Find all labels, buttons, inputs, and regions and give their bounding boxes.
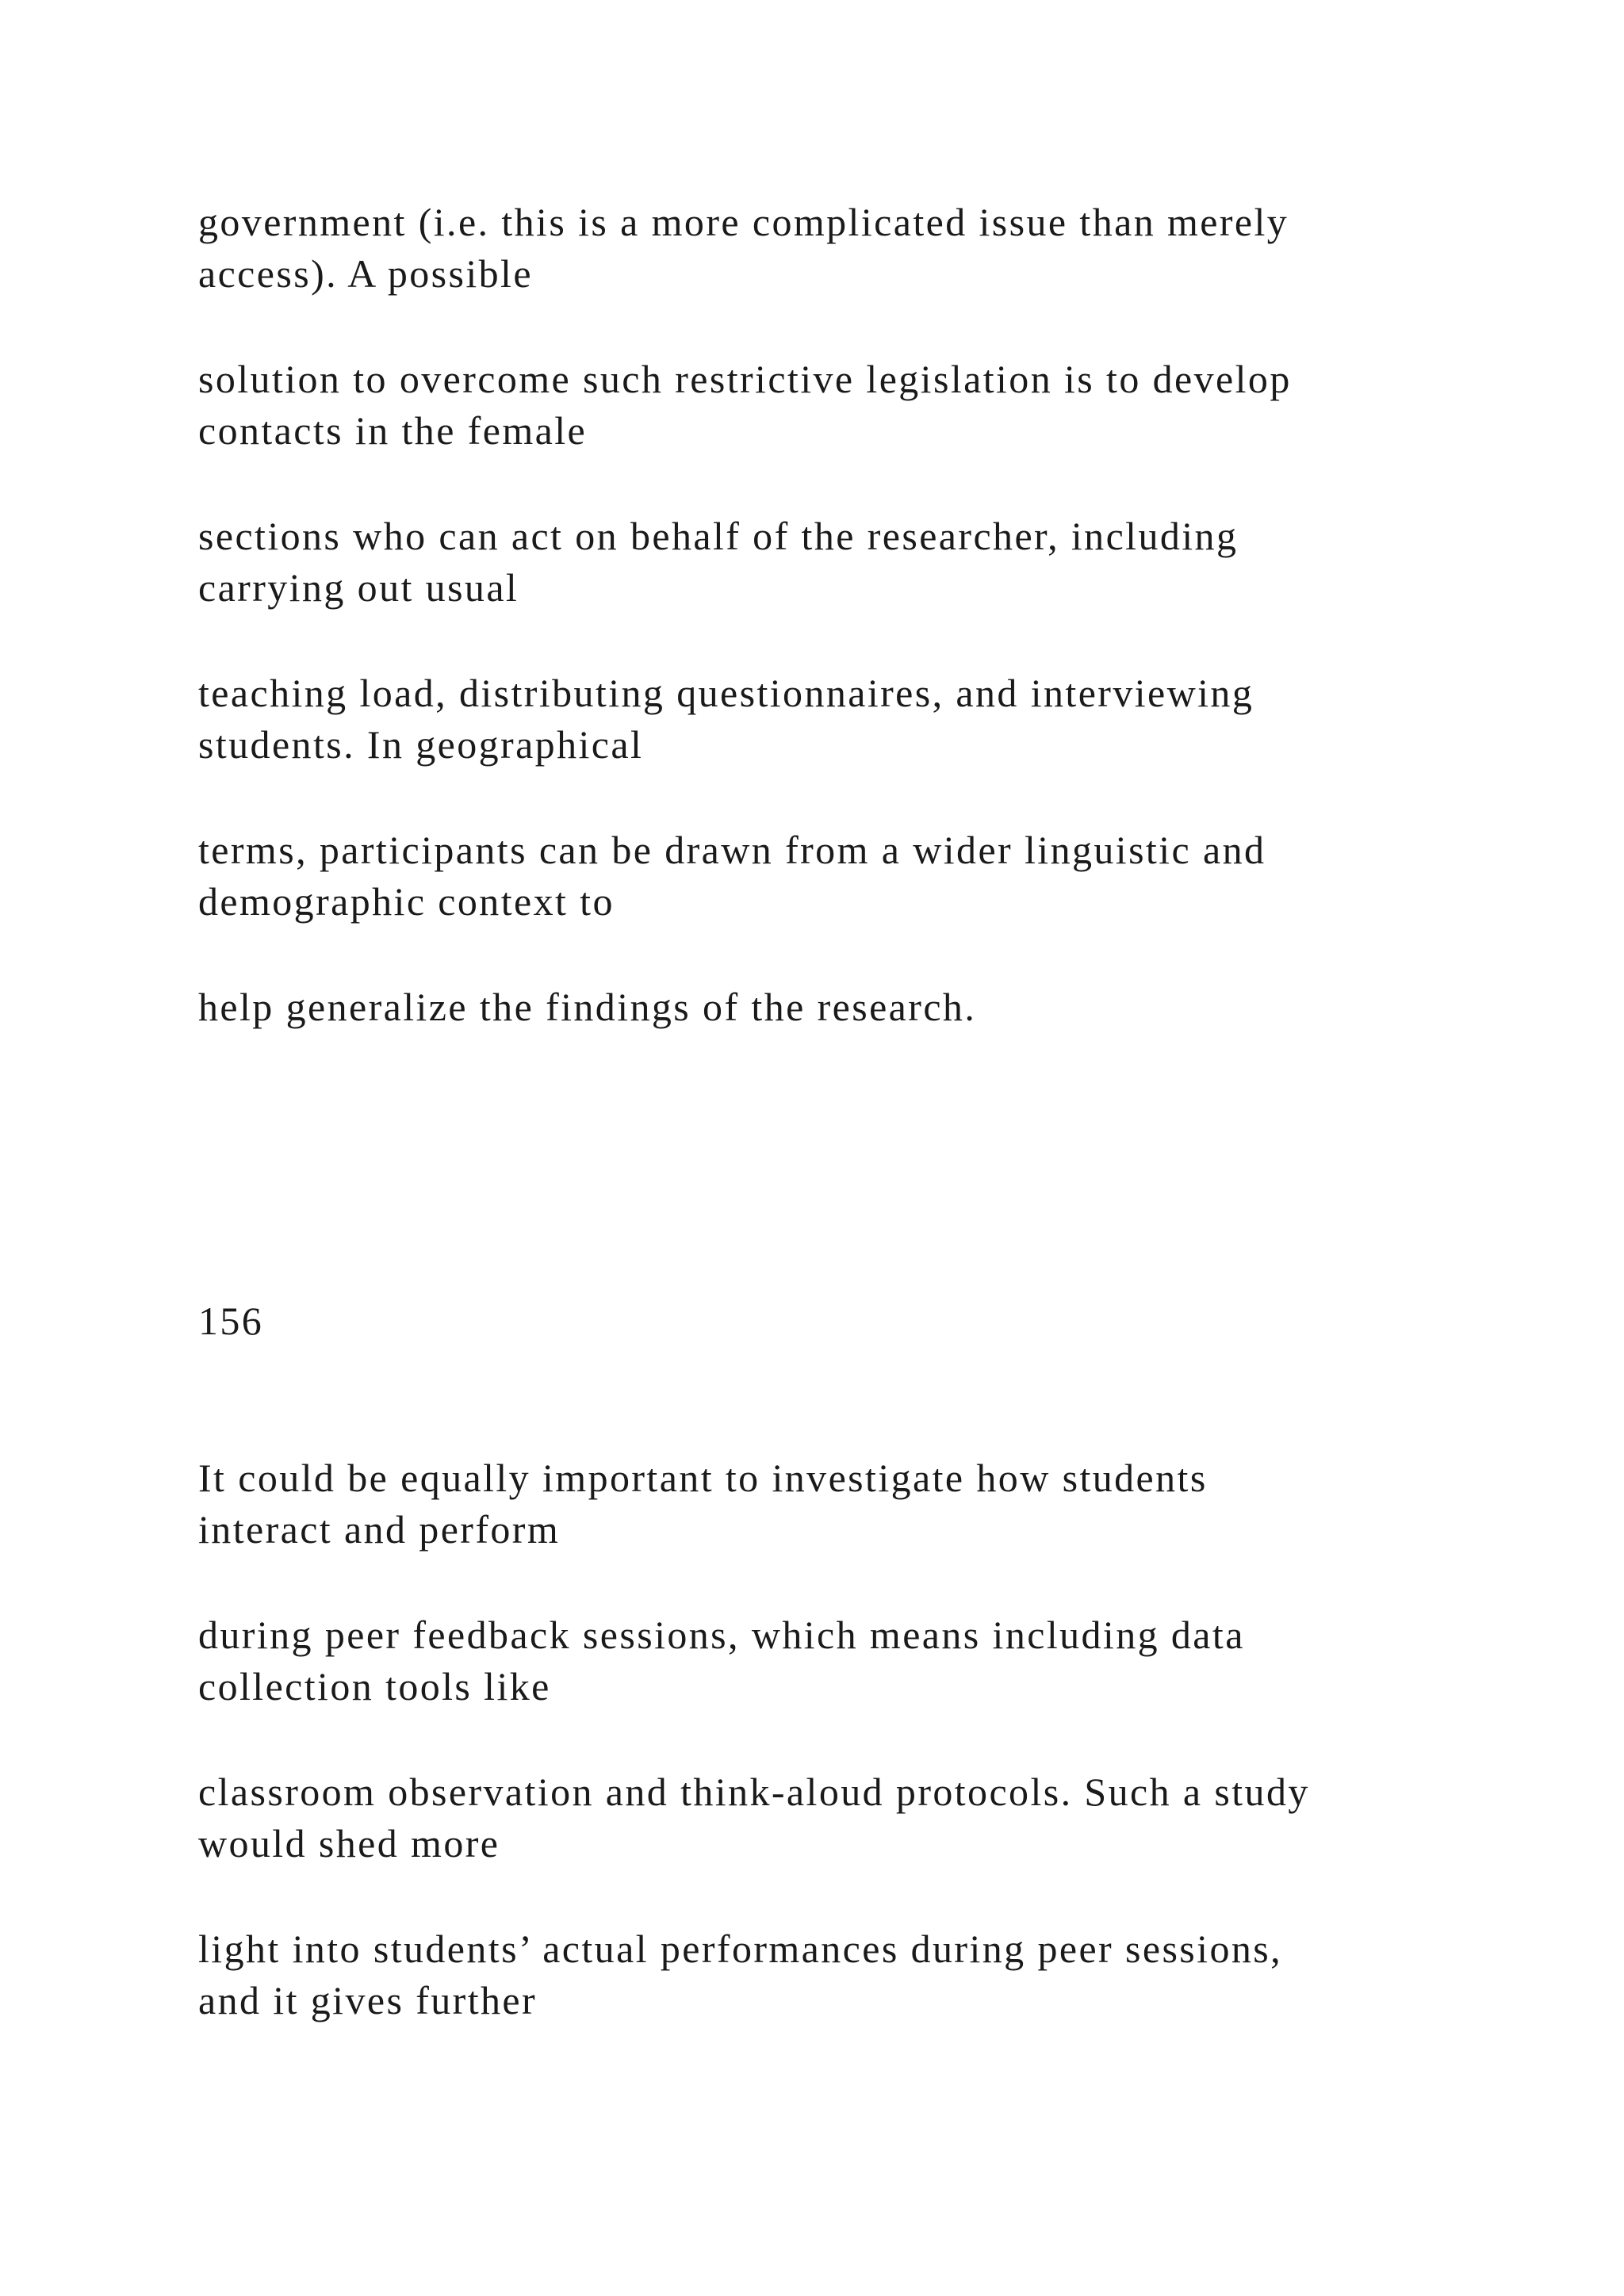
paragraph-line: and it gives further (198, 1978, 538, 2022)
paragraph-line: light into students’ actual performances during peer sessions, (198, 1927, 1283, 1971)
page-number: 156 (198, 1299, 264, 1343)
paragraph-line: access). A possible (198, 251, 533, 296)
paragraph-line: contacts in the female (198, 408, 588, 453)
paragraph-line: students. In geographical (198, 722, 644, 767)
paragraph-line: interact and perform (198, 1507, 561, 1552)
paragraph-line: classroom observation and think-aloud protocols. Such a study (198, 1770, 1310, 1814)
paragraph-line: teaching load, distributing questionnaires, and interviewing (198, 671, 1254, 715)
paragraph-line: during peer feedback sessions, which means including data (198, 1613, 1245, 1657)
paragraph-line: government (i.e. this is a more complicated issue than merely (198, 200, 1289, 244)
paragraph-line: solution to overcome such restrictive legislation is to develop (198, 357, 1292, 401)
paragraph-line: would shed more (198, 1821, 500, 1866)
paragraph-line: It could be equally important to investigate how students (198, 1456, 1208, 1500)
paragraph-line: carrying out usual (198, 565, 519, 610)
paragraph-line: collection tools like (198, 1664, 551, 1709)
paragraph-line: demographic context to (198, 879, 615, 924)
paragraph-line: terms, participants can be drawn from a wider linguistic and (198, 828, 1266, 872)
paragraph-line: help generalize the findings of the research. (198, 985, 977, 1029)
paragraph-line: sections who can act on behalf of the researcher, including (198, 514, 1239, 558)
